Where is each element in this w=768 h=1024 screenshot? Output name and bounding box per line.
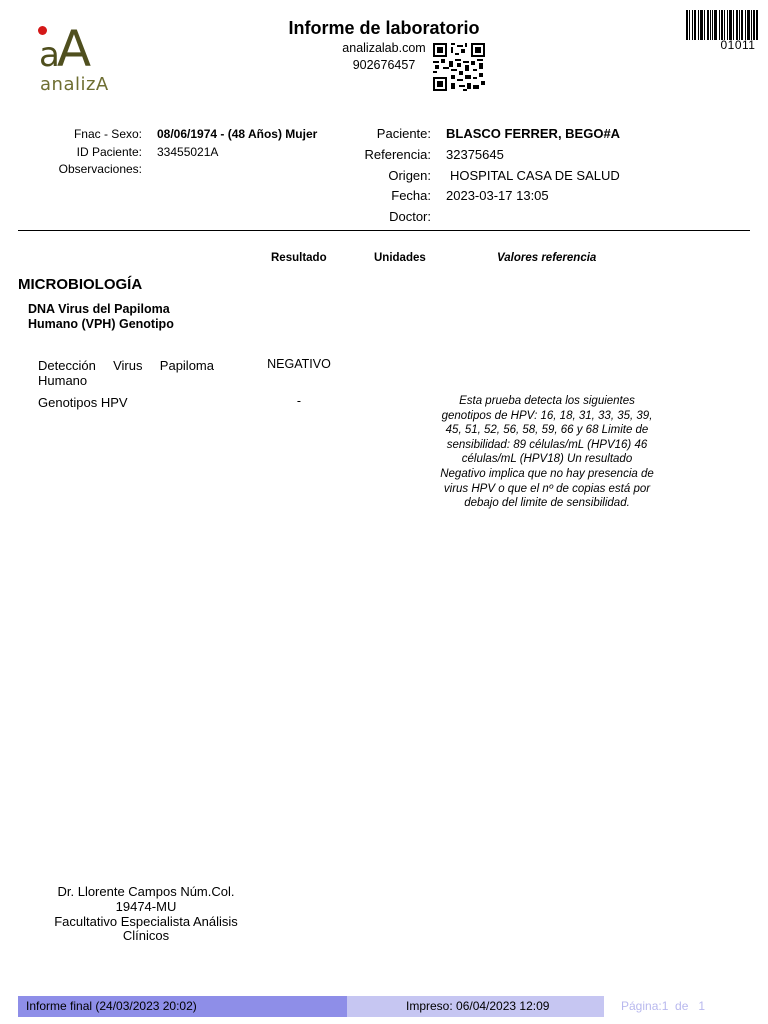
qr-code-icon <box>433 43 485 91</box>
lab-phone: 902676457 <box>352 58 416 72</box>
logo-text: analizA <box>40 74 109 95</box>
logo-mark: aA <box>39 20 89 78</box>
fnac-value: 08/06/1974 - (48 Años) Mujer <box>157 127 318 141</box>
test-row-result: - <box>296 394 302 408</box>
reference-note: Esta prueba detecta los siguientes genotipos de HPV: 16, 18, 31, 33, 35, 39, 45, 51, 52, 56, 58, 59, 66 y 68 Limite de sensibilidad: 89 células/mL (HPV16) 46 células/mL (HPV18) Un resultado Negativo implica que no hay presencia de virus HPV o que el nº de copias está por debajo del limite de sensibilidad. <box>440 395 654 510</box>
barcode-number: 01011 <box>720 38 756 52</box>
column-header-units: Unidades <box>374 252 426 264</box>
footer-printed-date: Impreso: 06/04/2023 12:09 <box>406 999 550 1013</box>
date-value: 2023-03-17 13:05 <box>446 188 549 203</box>
reference-value: 32375645 <box>446 147 504 162</box>
barcode-icon <box>686 10 758 40</box>
test-title: DNA Virus del Papiloma Humano (VPH) Genotipo <box>28 302 174 331</box>
reference-label: Referencia: <box>364 147 431 162</box>
section-title: MICROBIOLOGÍA <box>18 276 143 293</box>
origin-label: Origen: <box>388 168 431 183</box>
patient-name-value: BLASCO FERRER, BEGO#A <box>446 126 621 141</box>
signature-block <box>48 885 244 944</box>
test-row-result: NEGATIVO <box>267 357 331 371</box>
test-row-name: Genotipos HPV <box>38 395 128 410</box>
origin-value: HOSPITAL CASA DE SALUD <box>450 168 620 183</box>
column-header-reference: Valores referencia <box>497 252 597 264</box>
patient-name-label: Paciente: <box>376 126 431 141</box>
patient-id-value: 33455021A <box>157 145 219 159</box>
doctor-label: Doctor: <box>389 209 431 224</box>
signature-title: Facultativo Especialista Análisis Clínicos <box>54 913 238 944</box>
observations-label: Observaciones: <box>58 162 142 176</box>
patient-id-label: ID Paciente: <box>76 145 142 159</box>
date-label: Fecha: <box>391 188 431 203</box>
footer-page-number: Página:1 de 1 <box>621 999 706 1013</box>
test-row-name: Detección Virus Papiloma Humano <box>38 358 214 388</box>
signature-doctor: Dr. Llorente Campos Núm.Col. 19474-MU <box>57 884 235 914</box>
lab-website[interactable]: analizalab.com <box>342 41 426 55</box>
lab-logo <box>34 22 124 102</box>
fnac-label: Fnac - Sexo: <box>73 127 142 141</box>
column-header-result: Resultado <box>271 252 327 264</box>
footer-final-report: Informe final (24/03/2023 20:02) <box>26 999 197 1013</box>
header-divider <box>18 230 750 231</box>
report-title: Informe de laboratorio <box>288 18 480 38</box>
